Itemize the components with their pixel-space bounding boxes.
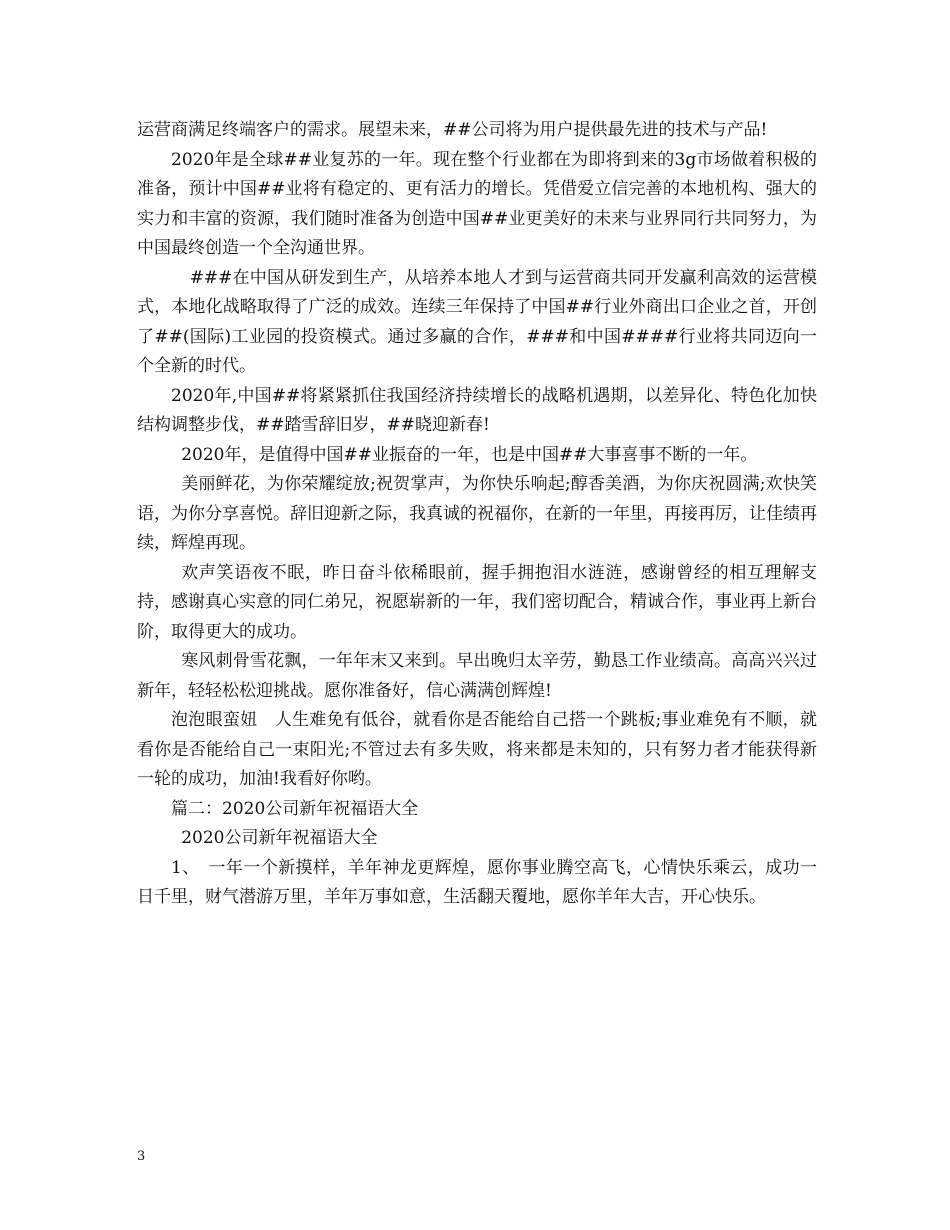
page-number: 3 — [137, 1149, 146, 1164]
paragraph-5: 2020年，是值得中国##业振奋的一年，也是中国##大事喜事不断的一年。 — [181, 444, 758, 465]
paragraph-8: 寒风刺骨雪花飘，一年年末又来到。早出晚归太辛劳，勤恳工作业绩高。高高兴兴过新年，轻轻松松迎挑战。愿你准备好，信心满满创辉煌! — [137, 651, 817, 701]
paragraph-4: 2020年,中国##将紧紧抓住我国经济持续增长的战略机遇期，以差异化、特色化加快结构调整步伐，##踏雪辞旧岁，##晓迎新春! — [137, 385, 817, 435]
paragraph-1: 运营商满足终端客户的需求。展望未来，##公司将为用户提供最先进的技术与产品! — [137, 120, 768, 140]
paragraph-2: 2020年是全球##业复苏的一年。现在整个行业都在为即将到来的3g市场做着积极的准备，预计中国##业将有稳定的、更有活力的增长。凭借爱立信完善的本地机构、强大的实力和丰富的资源，我们随时准备为创造中国##业更美好的未来与业界同行共同努力，为中国最终创造一个全沟通世界。 — [137, 149, 817, 258]
list-item-1: 1、 一年一个新摸样，羊年神龙更辉煌，愿你事业腾空高飞，心情快乐乘云，成功一日千里，财气潜游万里，羊年万事如意，生活翻天覆地，愿你羊年大吉，开心快乐。 — [137, 857, 817, 907]
section-heading: 篇二：2020公司新年祝福语大全 — [171, 798, 419, 819]
document-body — [137, 116, 817, 913]
paragraph-9: 泡泡眼蛮妞 人生难免有低谷，就看你是否能给自己搭一个跳板;事业难免有不顺，就看你是否能给自己一束阳光;不管过去有多失败，将来都是未知的，只有努力者才能获得新一轮的成功，加油!我看好你哟。 — [137, 710, 817, 789]
paragraph-7: 欢声笑语夜不眠，昨日奋斗依稀眼前，握手拥抱泪水涟涟，感谢曾经的相互理解支持，感谢真心实意的同仁弟兄，祝愿崭新的一年，我们密切配合，精诚合作，事业再上新台阶，取得更大的成功。 — [137, 562, 817, 642]
paragraph-3: ###在中国从研发到生产，从培养本地人才到与运营商共同开发赢利高效的运营模式，本地化战略取得了广泛的成效。连续三年保持了中国##行业外商出口企业之首，开创了##(国际)工业园的投资模式。通过多赢的合作，###和中国####行业将共同迈向一个全新的时代。 — [137, 267, 817, 376]
section-subtitle: 2020公司新年祝福语大全 — [181, 828, 378, 848]
paragraph-6: 美丽鲜花，为你荣耀绽放;祝贺掌声，为你快乐响起;醇香美酒，为你庆祝圆满;欢快笑语，为你分享喜悦。辞旧迎新之际，我真诚的祝福你，在新的一年里，再接再厉，让佳绩再续，辉煌再现。 — [137, 474, 817, 553]
